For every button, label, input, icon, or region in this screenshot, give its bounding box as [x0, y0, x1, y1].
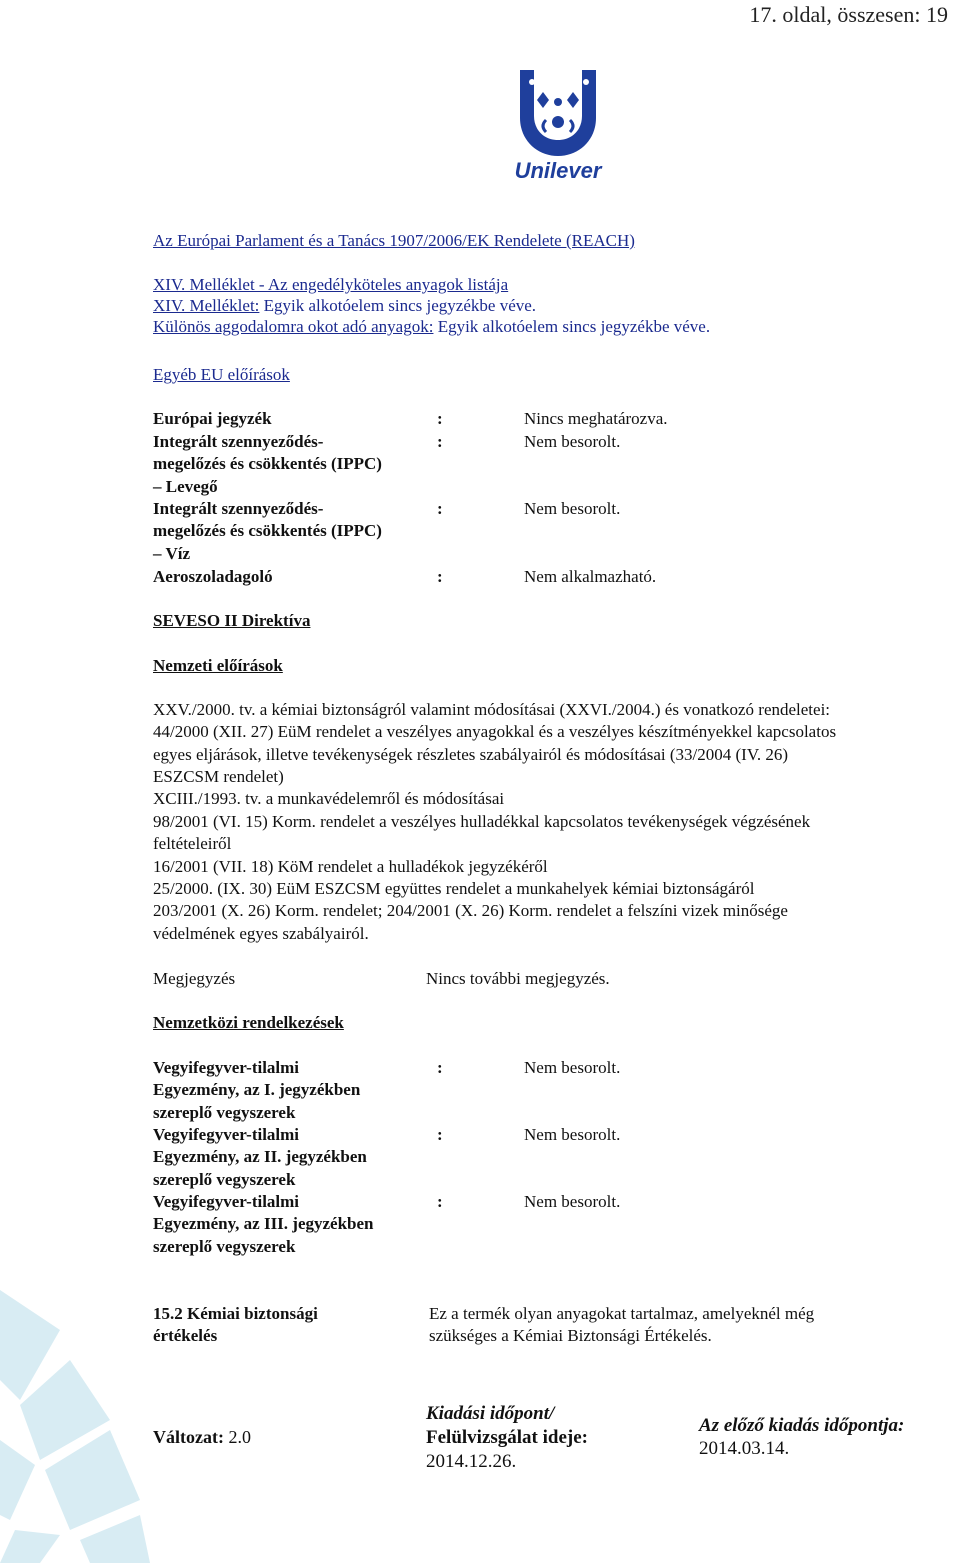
- reach-annex-xiv-label: XIV. Melléklet:: [153, 296, 260, 315]
- version-label: Változat:: [153, 1427, 224, 1447]
- intl-row-sep: :: [437, 1125, 443, 1144]
- national-line: XXV./2000. tv. a kémiai biztonságról valamint módosításai (XXVI./2004.) és vonatkozó rendeletei:: [153, 700, 831, 719]
- page-counter: 17. oldal, összesen: 19: [749, 2, 948, 27]
- decorative-corner-graphic: [0, 1290, 150, 1563]
- eu-row-sep: :: [437, 499, 443, 518]
- eu-row-label: Európai jegyzék: [153, 409, 272, 428]
- version-line: [153, 1426, 251, 1448]
- eu-row-label: Integrált szennyeződés-: [153, 432, 324, 451]
- reach-annex-xiv-title: XIV. Melléklet - Az engedélyköteles anyagok listája: [153, 275, 509, 294]
- unilever-logo: [498, 62, 618, 184]
- reach-svhc-label: Különös aggodalomra okot adó anyagok:: [153, 317, 434, 336]
- eu-row-sep: :: [437, 409, 443, 428]
- national-line: ESZCSM rendelet): [153, 767, 284, 786]
- reach-title: Az Európai Parlament és a Tanács 1907/2006/EK Rendelete (REACH): [153, 231, 635, 250]
- intl-row-label: szereplő vegyszerek: [153, 1103, 296, 1122]
- eu-row-value: Nem alkalmazható.: [524, 567, 657, 586]
- national-line: 44/2000 (XII. 27) EüM rendelet a veszélyes anyagokkal és a veszélyes készítményekkel kapcsolatos: [153, 722, 837, 741]
- eu-row-label: Aeroszoladagoló: [153, 567, 273, 586]
- international-heading: Nemzetközi rendelkezések: [153, 1013, 344, 1032]
- svg-text:Unilever: Unilever: [514, 158, 602, 183]
- eu-row-label: megelőzés és csökkentés (IPPC): [153, 521, 382, 540]
- reach-svhc-line: [153, 316, 710, 338]
- eu-heading: Egyéb EU előírások: [153, 365, 290, 384]
- national-line: XCIII./1993. tv. a munkavédelemről és módosításai: [153, 789, 505, 808]
- reach-annex-xiv-value: Egyik alkotóelem sincs jegyzékbe véve.: [259, 296, 537, 315]
- eu-row-label: – Víz: [153, 544, 190, 563]
- national-heading: Nemzeti előírások: [153, 656, 283, 675]
- intl-row-label: szereplő vegyszerek: [153, 1237, 296, 1256]
- intl-row-label: Egyezmény, az I. jegyzékben: [153, 1080, 361, 1099]
- intl-row-value: Nem besorolt.: [524, 1058, 621, 1077]
- csa-label: értékelés: [153, 1326, 218, 1345]
- review-label: Felülvizsgálat ideje:: [426, 1427, 588, 1448]
- note-value: Nincs további megjegyzés.: [426, 969, 610, 988]
- national-line: 16/2001 (VII. 18) KöM rendelet a hulladékok jegyzékéről: [153, 857, 548, 876]
- eu-row-label: megelőzés és csökkentés (IPPC): [153, 454, 382, 473]
- csa-label: 15.2 Kémiai biztonsági: [153, 1304, 318, 1323]
- previous-issue-date: 2014.03.14.: [699, 1438, 790, 1459]
- seveso-heading: SEVESO II Direktíva: [153, 611, 311, 630]
- note-label: Megjegyzés: [153, 969, 236, 988]
- reach-annex-xiv-line: [153, 295, 536, 317]
- national-line: egyes eljárások, illetve tevékenységek részletes szabályairól és módosításai (33/2004 (IV. 26): [153, 745, 789, 764]
- eu-row-label: – Levegő: [153, 477, 218, 496]
- intl-row-value: Nem besorolt.: [524, 1125, 621, 1144]
- eu-row-label: Integrált szennyeződés-: [153, 499, 324, 518]
- eu-row-value: Nem besorolt.: [524, 432, 621, 451]
- intl-row-label: Vegyifegyver-tilalmi: [153, 1192, 300, 1211]
- national-line: 25/2000. (IX. 30) EüM ESZCSM együttes rendelet a munkahelyek kémiai biztonságáról: [153, 879, 755, 898]
- national-line: feltételeiről: [153, 834, 232, 853]
- intl-row-label: szereplő vegyszerek: [153, 1170, 296, 1189]
- issue-label: Kiadási időpont/: [426, 1403, 555, 1424]
- reach-svhc-value: Egyik alkotóelem sincs jegyzékbe véve.: [433, 317, 711, 336]
- version-value: 2.0: [223, 1427, 251, 1447]
- previous-issue-label: Az előző kiadás időpontja:: [699, 1415, 905, 1436]
- eu-row-value: Nincs meghatározva.: [524, 409, 668, 428]
- csa-value: szükséges a Kémiai Biztonsági Értékelés.: [429, 1326, 712, 1345]
- intl-row-value: Nem besorolt.: [524, 1192, 621, 1211]
- national-line: védelmének egyes szabályairól.: [153, 924, 369, 943]
- issue-date: 2014.12.26.: [426, 1451, 517, 1472]
- intl-row-label: Egyezmény, az II. jegyzékben: [153, 1147, 367, 1166]
- intl-row-label: Egyezmény, az III. jegyzékben: [153, 1214, 374, 1233]
- intl-row-label: Vegyifegyver-tilalmi: [153, 1058, 300, 1077]
- eu-row-value: Nem besorolt.: [524, 499, 621, 518]
- national-line: 203/2001 (X. 26) Korm. rendelet; 204/2001 (X. 26) Korm. rendelet a felszíni vizek minősége: [153, 901, 788, 920]
- csa-value: Ez a termék olyan anyagokat tartalmaz, amelyeknél még: [429, 1304, 815, 1323]
- national-line: 98/2001 (VI. 15) Korm. rendelet a veszélyes hulladékkal kapcsolatos tevékenységek végzésének: [153, 812, 811, 831]
- eu-row-sep: :: [437, 432, 443, 451]
- intl-row-sep: :: [437, 1058, 443, 1077]
- eu-row-sep: :: [437, 567, 443, 586]
- intl-row-label: Vegyifegyver-tilalmi: [153, 1125, 300, 1144]
- intl-row-sep: :: [437, 1192, 443, 1211]
